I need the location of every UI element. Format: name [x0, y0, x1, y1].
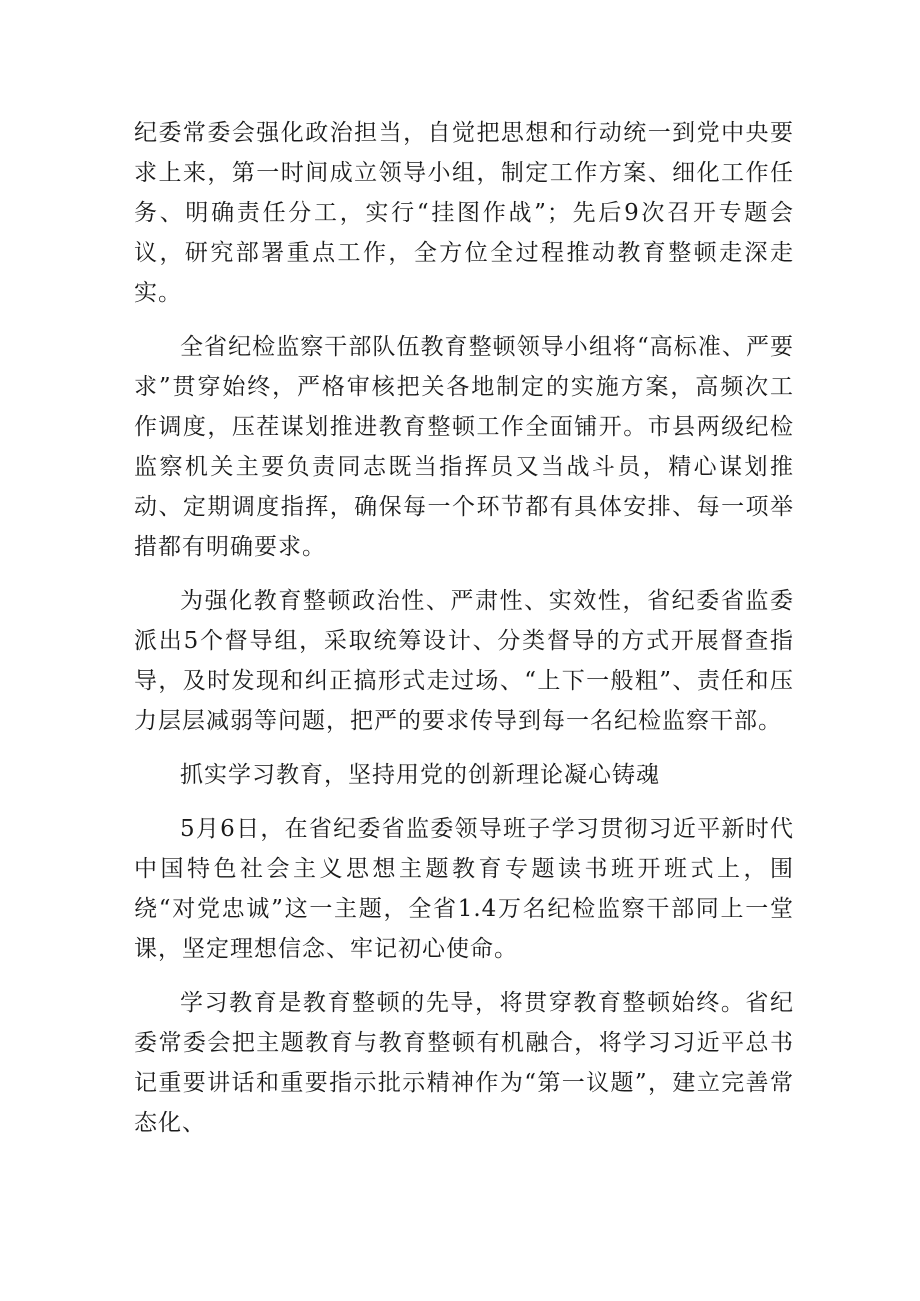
paragraph-1: 纪委常委会强化政治担当，自觉把思想和行动统一到党中央要求上来，第一时间成立领导小组，制定工作方案、细化工作任务、明确责任分工，实行“挂图作战”；先后9次召开专题会议，研究部署重点工作，全方位全过程推动教育整顿走深走实。 [134, 120, 794, 306]
paragraph-2: 全省纪检监察干部队伍教育整顿领导小组将“高标准、严要求”贯穿始终，严格审核把关各地制定的实施方案，高频次工作调度，压茬谋划推进教育整顿工作全面铺开。市县两级纪检监察机关主要负责同志既当指挥员又当战斗员，精心谋划推动、定期调度指挥，确保每一个环节都有具体安排、每一项举措都有明确要求。 [134, 334, 794, 560]
paragraph-3: 为强化教育整顿政治性、严肃性、实效性，省纪委省监委派出5个督导组，采取统筹设计、分类督导的方式开展督查指导，及时发现和纠正搞形式走过场、“上下一般粗”、责任和压力层层减弱等问题，把严的要求传导到每一名纪检监察干部。 [134, 588, 794, 734]
section-heading: 抓实学习教育，坚持用党的创新理论凝心铸魂 [180, 762, 660, 788]
paragraph-4: 5月6日，在省纪委省监委领导班子学习贯彻习近平新时代中国特色社会主义思想主题教育专题读书班开班式上，围绕“对党忠诚”这一主题，全省1.4万名纪检监察干部同上一堂课，坚定理想信念、牢记初心使命。 [134, 816, 794, 962]
paragraph-5: 学习教育是教育整顿的先导，将贯穿教育整顿始终。省纪委常委会把主题教育与教育整顿有机融合，将学习习近平总书记重要讲话和重要指示批示精神作为“第一议题”，建立完善常态化、 [134, 990, 794, 1136]
document-body [134, 113, 794, 1143]
